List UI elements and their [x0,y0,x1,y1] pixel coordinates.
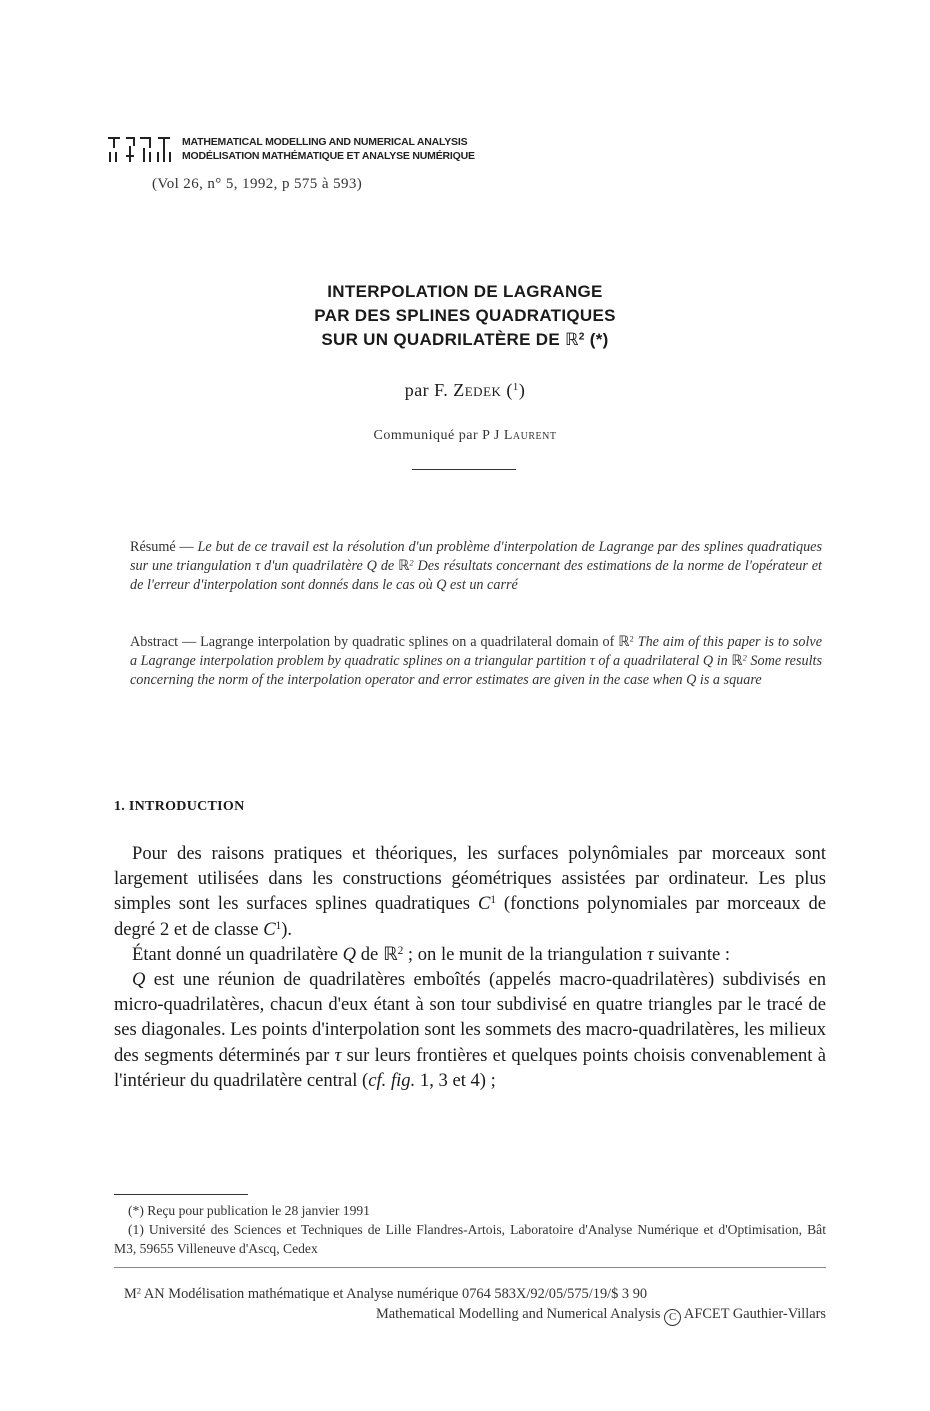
bottom-rule [114,1267,826,1268]
resume-text: Le but de ce travail est la résolution d'un problème d'interpolation de Lagrange par des splines quadratiques sur une triangulation τ d'un quadrilatère Q de ℝ$^2$ Des résultats concernant des estimations de la norme de l'opérateur et de l'erreur d'interpolation sont donnés dans le cas où Q est un carré [130,539,822,593]
communicated-by: Communiqué par P J Laurent [373,428,557,443]
resume-label: Résumé — [130,539,198,555]
intro-paragraph-3: Q est une réunion de quadrilatères emboîtés (appelés macro-quadrilatères) subdivisés en micro-quadrilatères, chacun d'eux étant à son tour subdivisé en quatre triangles par le tracé de ses diagonales. Les points d'interpolation sont les sommets des macro-quadrilatères, les milieux des segments déterminés par τ sur leurs frontières et quelques points choisis convenablement à l'intérieur du quadrilatère central (cf. fig. 1, 3 et 4) ; [114,969,826,1091]
author-line: par F. Zedek ($^1$) [404,380,526,400]
journal-footer [114,1284,826,1326]
footnote-received: (*) Reçu pour publication le 28 janvier 1991 [128,1203,370,1218]
journal-name [182,135,475,163]
journal-line-en: MATHEMATICAL MODELLING AND NUMERICAL ANALYSIS [182,136,468,148]
abstract-text: The aim of this paper is to solve a Lagrange interpolation problem by quadratic splines on a triangular partition τ of a quadrilateral Q in ℝ$^2$ Some results concerning the norm of the interpolation operator and error estimates are given in the case when Q is a square [130,634,823,688]
communicator-name: Laurent [503,428,557,443]
title-line-2: PAR DES SPLINES QUADRATIQUES [314,306,616,325]
author-name: Zedek [453,380,502,400]
paper-title [0,280,930,352]
title-divider [412,469,516,470]
footnote-rule [114,1194,248,1195]
footnotes [114,1201,826,1258]
author-footnote-ref: ($^1$) [501,380,526,400]
introduction-text [114,841,826,1093]
intro-paragraph-1: Pour des raisons pratiques et théoriques, les surfaces polynômiales par morceaux sont largement utilisées dans les constructions géométriques assistées par ordinateur. Les plus simples sont les surfaces splines quadratiques $C^1$ (fonctions polynomiales par morceaux de degré 2 et de classe $C^1$). [114,843,827,940]
footer-line-1: $M^2$ AN Modélisation mathématique et Analyse numérique 0764 583X/92/05/575/19/$ 3 90 [124,1285,648,1302]
copyright-icon: C [664,1309,681,1326]
resume-block [114,538,822,595]
footer-line-2: Mathematical Modelling and Numerical Analysis C AFCET Gauthier-Villars [114,1304,826,1326]
journal-logo [106,134,174,164]
title-line-3: SUR UN QUADRILATÈRE DE ℝ$^2$ (*) [321,330,609,350]
volume-info: (Vol 26, n° 5, 1992, p 575 à 593) [152,176,363,192]
title-line-1: INTERPOLATION DE LAGRANGE [327,282,603,301]
abstract-block: Abstract — Lagrange interpolation by quadratic splines on a quadrilateral domain of ℝ$^2$ The aim of this paper is to solve a Lagrange interpolation problem by quadratic splines on a triangular partition τ of a quadrilateral Q in ℝ$^2$ Some results concerning the norm of the interpolation operator and error estimates are given in the case when Q is a square [130,633,823,688]
intro-paragraph-2: Étant donné un quadrilatère Q de ℝ$^2$ ; on le munit de la triangulation τ suivante : [132,943,731,965]
real-numbers-symbol: ℝ [565,330,579,350]
journal-line-fr: MODÉLISATION MATHÉMATIQUE ET ANALYSE NUMÉRIQUE [182,150,475,162]
abstract-label: Abstract — Lagrange interpolation by quadratic splines on a quadrilateral domain of [130,634,619,650]
section-heading: 1. INTRODUCTION [114,799,245,814]
footnote-affiliation: (1) Université des Sciences et Techniques de Lille Flandres-Artois, Laboratoire d'Analyse Numérique et d'Optimisation, Bât M3, 59655 Villeneuve d'Ascq, Cedex [114,1222,826,1256]
